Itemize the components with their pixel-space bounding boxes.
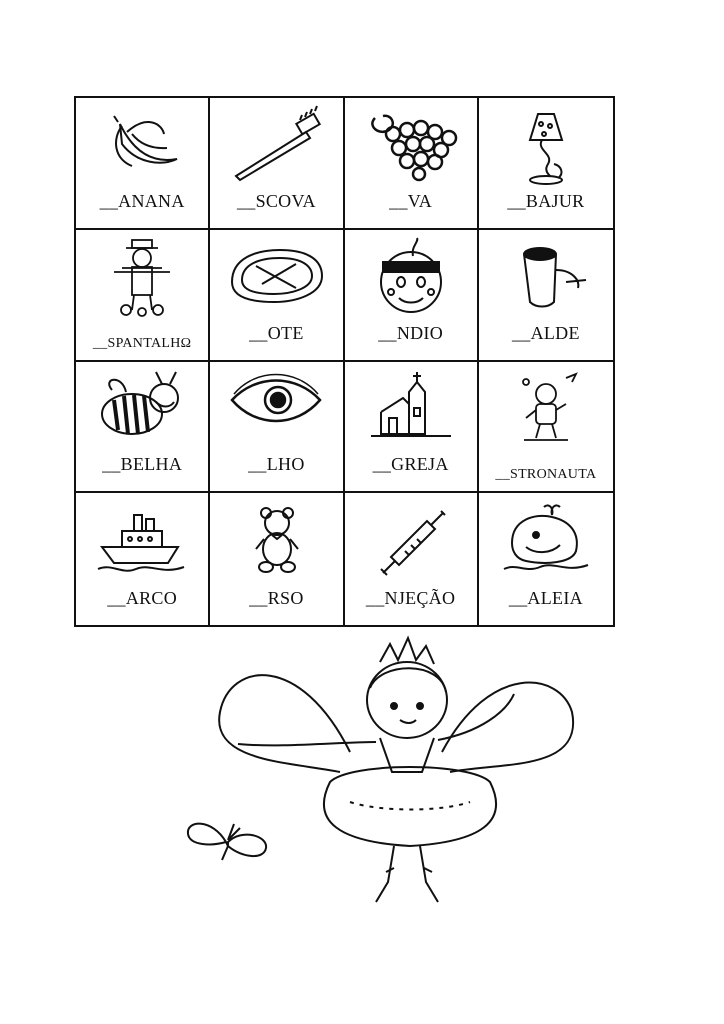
banana-icon	[92, 104, 192, 186]
cell-ship	[76, 493, 210, 625]
cell-bucket	[479, 230, 613, 362]
whale-icon	[496, 499, 596, 581]
word-label: __SPANTALHΩ	[92, 335, 192, 351]
cell-boat	[210, 230, 344, 362]
cell-astronaut	[479, 362, 613, 494]
word-label: __ALEIA	[508, 588, 583, 608]
word-label: __RSO	[249, 588, 304, 608]
bee-icon	[92, 368, 192, 450]
cell-lamp	[479, 98, 613, 230]
butterfly-icon	[182, 816, 272, 866]
eye-icon	[226, 368, 326, 450]
bucket-icon	[496, 236, 596, 318]
word-label: __NDIO	[378, 322, 444, 343]
word-label: __VA	[389, 190, 433, 211]
scarecrow-icon	[92, 236, 192, 318]
word-label: __STRONAUTA	[495, 467, 597, 483]
ship-icon	[92, 499, 192, 581]
cell-syringe	[345, 493, 479, 625]
teddy-bear-icon	[226, 499, 326, 581]
cell-grapes	[345, 98, 479, 230]
cell-scarecrow	[76, 230, 210, 362]
toothbrush-icon	[226, 104, 326, 186]
cell-teddy	[210, 493, 344, 625]
word-label: __ARCO	[107, 588, 178, 608]
lamp-icon	[496, 104, 596, 186]
cell-church	[345, 362, 479, 494]
word-label: __LHO	[248, 454, 305, 475]
cell-toothbrush	[210, 98, 344, 230]
astronaut-icon	[496, 368, 596, 450]
cell-indian	[345, 230, 479, 362]
word-label: __SCOVA	[236, 190, 316, 211]
word-label: __BELHA	[102, 454, 183, 475]
cell-bee	[76, 362, 210, 494]
grapes-icon	[361, 104, 461, 186]
cell-whale	[479, 493, 613, 625]
syringe-icon	[361, 499, 461, 581]
word-label: __ANANA	[99, 190, 185, 211]
word-label: __GREJA	[372, 454, 449, 475]
fairy-ballerina-icon	[180, 632, 600, 910]
word-label: __BAJUR	[507, 190, 585, 211]
church-icon	[361, 368, 461, 450]
word-grid	[74, 96, 615, 627]
word-label: __NJEÇÃO	[365, 588, 456, 608]
word-label: __OTE	[249, 322, 304, 343]
cell-eye	[210, 362, 344, 494]
cell-banana	[76, 98, 210, 230]
word-label: __ALDE	[511, 322, 580, 343]
boat-icon	[226, 236, 326, 318]
indian-face-icon	[361, 236, 461, 318]
